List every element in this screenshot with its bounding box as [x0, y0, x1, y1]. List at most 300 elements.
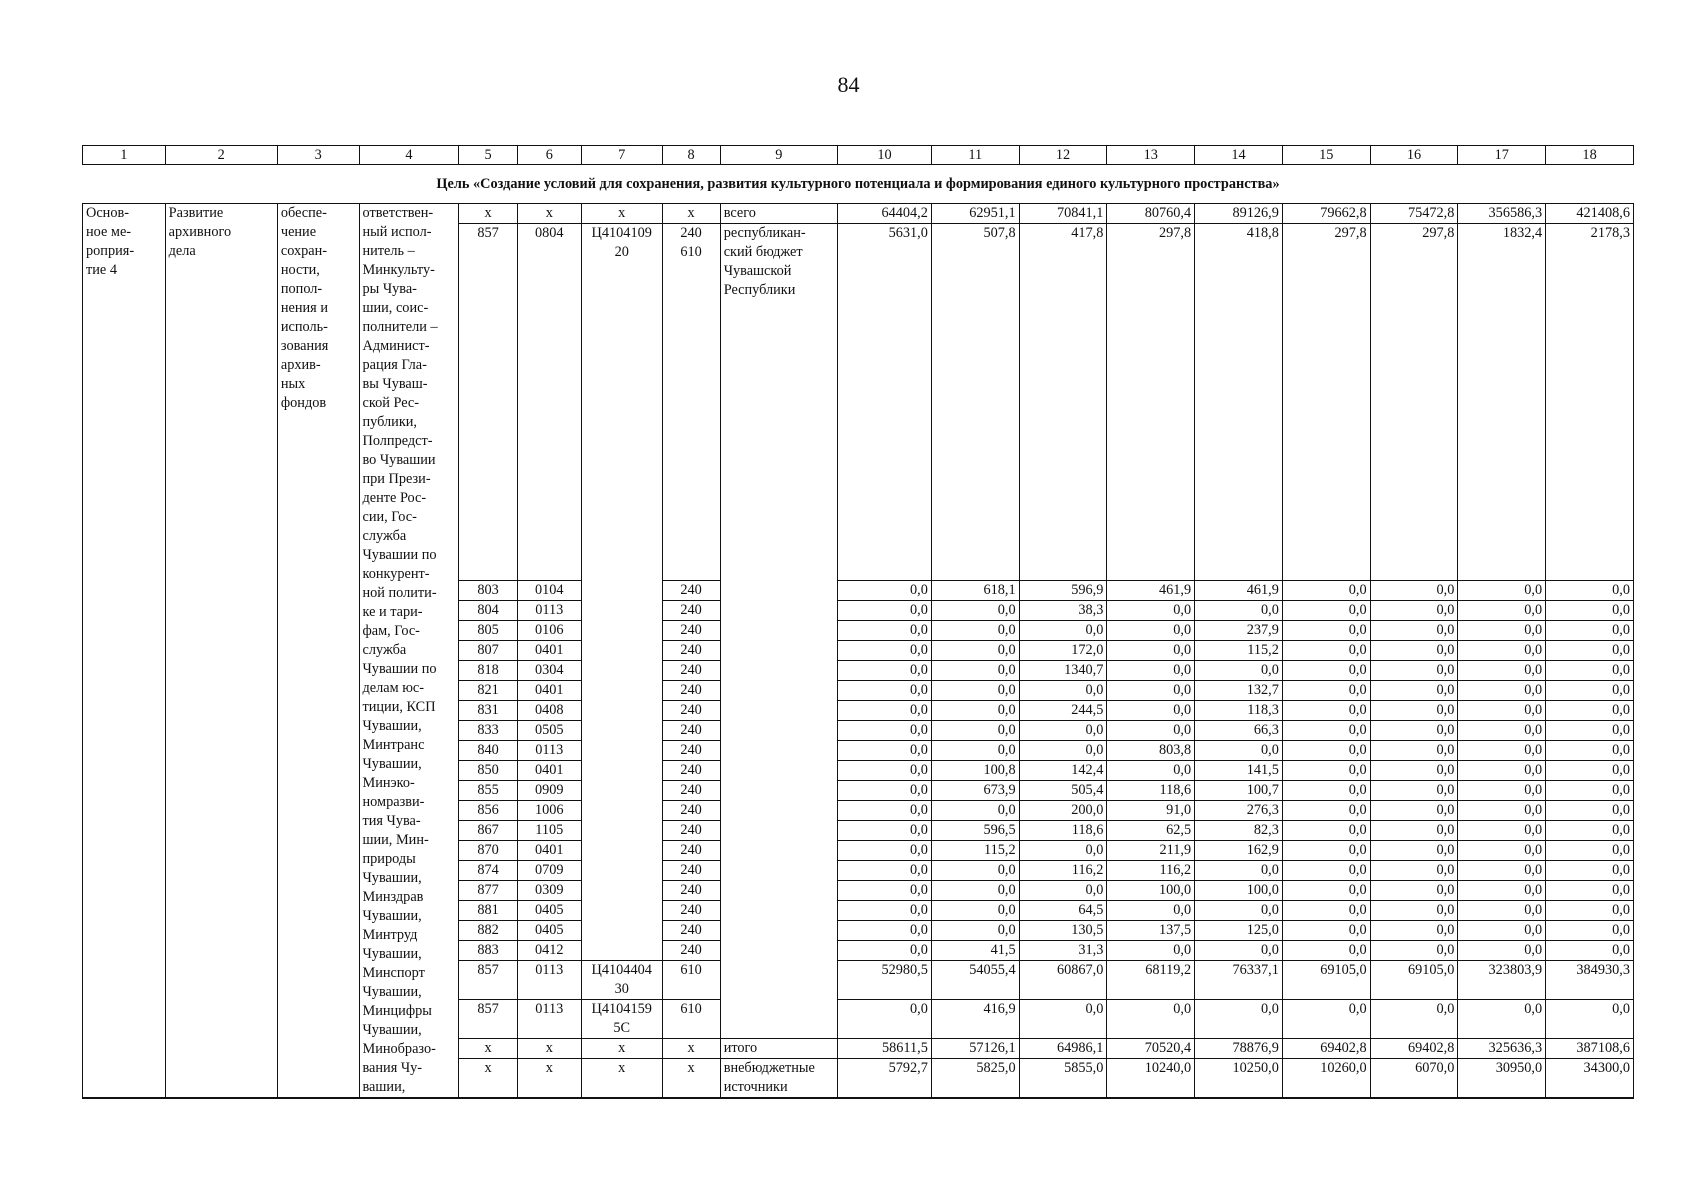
- amount-col-17: 0,0: [1458, 601, 1546, 621]
- amount-col-14: 115,2: [1195, 641, 1283, 661]
- amount-col-12: 505,4: [1019, 781, 1107, 801]
- expense-type-code: 240: [662, 681, 720, 701]
- amount-col-15: 0,0: [1282, 721, 1370, 741]
- section-code: 0401: [517, 681, 581, 701]
- amount-col-11: 0,0: [931, 801, 1019, 821]
- amount-col-17: 0,0: [1458, 801, 1546, 821]
- amount-col-12: 64,5: [1019, 901, 1107, 921]
- section-code: x: [517, 204, 581, 224]
- column-number: 8: [662, 146, 720, 165]
- amount-col-16: 0,0: [1370, 1000, 1458, 1039]
- activity-type: Основ- ное ме- роприя- тие 4: [83, 204, 166, 1099]
- amount-col-13: 10240,0: [1107, 1059, 1195, 1099]
- column-number: 9: [720, 146, 837, 165]
- amount-col-16: 0,0: [1370, 761, 1458, 781]
- column-number: 18: [1546, 146, 1634, 165]
- expense-type-code: 240: [662, 741, 720, 761]
- amount-col-15: 0,0: [1282, 1000, 1370, 1039]
- column-number: 12: [1019, 146, 1107, 165]
- expense-type-code: 610: [662, 1000, 720, 1039]
- expense-type-code: 240: [662, 861, 720, 881]
- amount-col-14: 76337,1: [1195, 961, 1283, 1000]
- funding-source: республикан- ский бюджет Чувашской Республики: [720, 224, 837, 1039]
- amount-col-17: 0,0: [1458, 721, 1546, 741]
- amount-col-16: 297,8: [1370, 224, 1458, 581]
- section-code: 0709: [517, 861, 581, 881]
- grbs-code: 821: [459, 681, 517, 701]
- amount-col-16: 0,0: [1370, 821, 1458, 841]
- amount-col-10: 0,0: [838, 741, 932, 761]
- amount-col-10: 0,0: [838, 1000, 932, 1039]
- amount-col-13: 0,0: [1107, 661, 1195, 681]
- amount-col-14: 10250,0: [1195, 1059, 1283, 1099]
- table-row: [83, 204, 1634, 224]
- amount-col-11: 0,0: [931, 921, 1019, 941]
- section-code: 0106: [517, 621, 581, 641]
- amount-col-15: 79662,8: [1282, 204, 1370, 224]
- amount-col-15: 0,0: [1282, 881, 1370, 901]
- grbs-code: 804: [459, 601, 517, 621]
- amount-col-10: 5631,0: [838, 224, 932, 581]
- grbs-code: 840: [459, 741, 517, 761]
- grbs-code: x: [459, 1059, 517, 1099]
- grbs-code: 831: [459, 701, 517, 721]
- activity-name: Развитие архивного дела: [165, 204, 277, 1099]
- amount-col-15: 0,0: [1282, 901, 1370, 921]
- amount-col-17: 0,0: [1458, 761, 1546, 781]
- amount-col-12: 200,0: [1019, 801, 1107, 821]
- amount-col-12: 172,0: [1019, 641, 1107, 661]
- amount-col-18: 0,0: [1546, 821, 1634, 841]
- amount-col-15: 0,0: [1282, 861, 1370, 881]
- amount-col-10: 0,0: [838, 721, 932, 741]
- amount-col-18: 0,0: [1546, 861, 1634, 881]
- amount-col-13: 0,0: [1107, 641, 1195, 661]
- amount-col-18: 387108,6: [1546, 1039, 1634, 1059]
- expense-type-code: 240: [662, 621, 720, 641]
- amount-col-10: 52980,5: [838, 961, 932, 1000]
- amount-col-15: 0,0: [1282, 741, 1370, 761]
- expense-type-code: 240: [662, 661, 720, 681]
- section-code: 0113: [517, 961, 581, 1000]
- expense-type-code: 240: [662, 781, 720, 801]
- amount-col-15: 0,0: [1282, 921, 1370, 941]
- column-number: 13: [1107, 146, 1195, 165]
- grbs-code: 857: [459, 1000, 517, 1039]
- amount-col-17: 0,0: [1458, 641, 1546, 661]
- amount-col-17: 0,0: [1458, 781, 1546, 801]
- amount-col-17: 0,0: [1458, 621, 1546, 641]
- amount-col-10: 0,0: [838, 921, 932, 941]
- grbs-code: 882: [459, 921, 517, 941]
- amount-col-15: 0,0: [1282, 761, 1370, 781]
- amount-col-15: 0,0: [1282, 781, 1370, 801]
- expense-type-code: 240 610: [662, 224, 720, 581]
- amount-col-17: 356586,3: [1458, 204, 1546, 224]
- amount-col-16: 75472,8: [1370, 204, 1458, 224]
- column-number: 10: [838, 146, 932, 165]
- amount-col-11: 0,0: [931, 621, 1019, 641]
- grbs-code: 877: [459, 881, 517, 901]
- amount-col-11: 507,8: [931, 224, 1019, 581]
- grbs-code: 881: [459, 901, 517, 921]
- amount-col-10: 0,0: [838, 781, 932, 801]
- amount-col-18: 0,0: [1546, 601, 1634, 621]
- amount-col-12: 0,0: [1019, 841, 1107, 861]
- amount-col-18: 0,0: [1546, 721, 1634, 741]
- amount-col-15: 0,0: [1282, 621, 1370, 641]
- amount-col-17: 0,0: [1458, 901, 1546, 921]
- amount-col-13: 80760,4: [1107, 204, 1195, 224]
- amount-col-14: 0,0: [1195, 741, 1283, 761]
- grbs-code: 857: [459, 961, 517, 1000]
- amount-col-18: 34300,0: [1546, 1059, 1634, 1099]
- funding-source: итого: [720, 1039, 837, 1059]
- amount-col-15: 0,0: [1282, 601, 1370, 621]
- grbs-code: 883: [459, 941, 517, 961]
- amount-col-10: 0,0: [838, 761, 932, 781]
- amount-col-11: 0,0: [931, 741, 1019, 761]
- amount-col-14: 237,9: [1195, 621, 1283, 641]
- expense-type-code: 240: [662, 761, 720, 781]
- amount-col-13: 137,5: [1107, 921, 1195, 941]
- amount-col-16: 0,0: [1370, 601, 1458, 621]
- amount-col-14: 0,0: [1195, 941, 1283, 961]
- amount-col-11: 0,0: [931, 861, 1019, 881]
- amount-col-12: 38,3: [1019, 601, 1107, 621]
- expense-type-code: 240: [662, 601, 720, 621]
- amount-col-12: 31,3: [1019, 941, 1107, 961]
- amount-col-14: 78876,9: [1195, 1039, 1283, 1059]
- amount-col-11: 57126,1: [931, 1039, 1019, 1059]
- amount-col-15: 0,0: [1282, 641, 1370, 661]
- funding-source: внебюджетные источники: [720, 1059, 837, 1099]
- expense-type-code: 240: [662, 721, 720, 741]
- expense-type-code: x: [662, 1039, 720, 1059]
- amount-col-10: 0,0: [838, 821, 932, 841]
- grbs-code: x: [459, 204, 517, 224]
- amount-col-13: 297,8: [1107, 224, 1195, 581]
- amount-col-11: 115,2: [931, 841, 1019, 861]
- amount-col-11: 416,9: [931, 1000, 1019, 1039]
- section-code: 0408: [517, 701, 581, 721]
- amount-col-11: 5825,0: [931, 1059, 1019, 1099]
- amount-col-18: 421408,6: [1546, 204, 1634, 224]
- column-number: 17: [1458, 146, 1546, 165]
- amount-col-17: 0,0: [1458, 661, 1546, 681]
- amount-col-10: 0,0: [838, 681, 932, 701]
- amount-col-13: 116,2: [1107, 861, 1195, 881]
- amount-col-11: 62951,1: [931, 204, 1019, 224]
- amount-col-13: 0,0: [1107, 1000, 1195, 1039]
- amount-col-14: 141,5: [1195, 761, 1283, 781]
- grbs-code: 857: [459, 224, 517, 581]
- section-code: 0505: [517, 721, 581, 741]
- amount-col-13: 68119,2: [1107, 961, 1195, 1000]
- amount-col-17: 30950,0: [1458, 1059, 1546, 1099]
- amount-col-17: 0,0: [1458, 681, 1546, 701]
- budget-table: [82, 145, 1634, 1099]
- amount-col-11: 0,0: [931, 661, 1019, 681]
- amount-col-12: 596,9: [1019, 581, 1107, 601]
- amount-col-16: 0,0: [1370, 641, 1458, 661]
- grbs-code: 855: [459, 781, 517, 801]
- expense-type-code: 240: [662, 901, 720, 921]
- grbs-code: 805: [459, 621, 517, 641]
- amount-col-10: 0,0: [838, 941, 932, 961]
- amount-col-16: 0,0: [1370, 741, 1458, 761]
- target-article-code: Ц4104159 5С: [581, 1000, 662, 1039]
- amount-col-18: 0,0: [1546, 781, 1634, 801]
- amount-col-10: 0,0: [838, 801, 932, 821]
- amount-col-13: 0,0: [1107, 621, 1195, 641]
- amount-col-12: 0,0: [1019, 621, 1107, 641]
- amount-col-11: 54055,4: [931, 961, 1019, 1000]
- amount-col-13: 62,5: [1107, 821, 1195, 841]
- amount-col-14: 0,0: [1195, 901, 1283, 921]
- amount-col-14: 0,0: [1195, 601, 1283, 621]
- grbs-code: 833: [459, 721, 517, 741]
- amount-col-17: 0,0: [1458, 1000, 1546, 1039]
- column-number: 5: [459, 146, 517, 165]
- amount-col-13: 0,0: [1107, 941, 1195, 961]
- amount-col-16: 0,0: [1370, 721, 1458, 741]
- section-code: x: [517, 1059, 581, 1099]
- target-article-code: x: [581, 204, 662, 224]
- amount-col-16: 69105,0: [1370, 961, 1458, 1000]
- column-number-row: [83, 146, 1634, 165]
- amount-col-15: 297,8: [1282, 224, 1370, 581]
- amount-col-10: 0,0: [838, 641, 932, 661]
- amount-col-15: 0,0: [1282, 841, 1370, 861]
- section-code: 0405: [517, 901, 581, 921]
- amount-col-10: 0,0: [838, 861, 932, 881]
- amount-col-16: 0,0: [1370, 901, 1458, 921]
- amount-col-12: 0,0: [1019, 1000, 1107, 1039]
- amount-col-17: 0,0: [1458, 741, 1546, 761]
- amount-col-12: 116,2: [1019, 861, 1107, 881]
- grbs-code: 803: [459, 581, 517, 601]
- amount-col-16: 0,0: [1370, 681, 1458, 701]
- amount-col-13: 0,0: [1107, 601, 1195, 621]
- amount-col-13: 100,0: [1107, 881, 1195, 901]
- grbs-code: 807: [459, 641, 517, 661]
- amount-col-12: 417,8: [1019, 224, 1107, 581]
- grbs-code: 818: [459, 661, 517, 681]
- amount-col-14: 82,3: [1195, 821, 1283, 841]
- amount-col-17: 323803,9: [1458, 961, 1546, 1000]
- amount-col-10: 64404,2: [838, 204, 932, 224]
- amount-col-13: 0,0: [1107, 701, 1195, 721]
- amount-col-18: 0,0: [1546, 621, 1634, 641]
- amount-col-11: 596,5: [931, 821, 1019, 841]
- amount-col-11: 0,0: [931, 881, 1019, 901]
- amount-col-12: 60867,0: [1019, 961, 1107, 1000]
- amount-col-18: 0,0: [1546, 641, 1634, 661]
- amount-col-16: 6070,0: [1370, 1059, 1458, 1099]
- amount-col-12: 0,0: [1019, 681, 1107, 701]
- column-number: 15: [1282, 146, 1370, 165]
- amount-col-14: 0,0: [1195, 1000, 1283, 1039]
- amount-col-13: 461,9: [1107, 581, 1195, 601]
- amount-col-11: 41,5: [931, 941, 1019, 961]
- amount-col-11: 100,8: [931, 761, 1019, 781]
- section-code: x: [517, 1039, 581, 1059]
- amount-col-14: 66,3: [1195, 721, 1283, 741]
- amount-col-16: 0,0: [1370, 881, 1458, 901]
- amount-col-18: 2178,3: [1546, 224, 1634, 581]
- amount-col-17: 0,0: [1458, 881, 1546, 901]
- amount-col-16: 0,0: [1370, 701, 1458, 721]
- amount-col-15: 0,0: [1282, 681, 1370, 701]
- amount-col-17: 0,0: [1458, 581, 1546, 601]
- amount-col-15: 0,0: [1282, 941, 1370, 961]
- section-code: 0304: [517, 661, 581, 681]
- amount-col-10: 0,0: [838, 841, 932, 861]
- expense-type-code: 610: [662, 961, 720, 1000]
- amount-col-10: 0,0: [838, 601, 932, 621]
- amount-col-18: 0,0: [1546, 741, 1634, 761]
- goal-row: [83, 165, 1634, 204]
- amount-col-14: 100,0: [1195, 881, 1283, 901]
- amount-col-11: 0,0: [931, 701, 1019, 721]
- amount-col-14: 162,9: [1195, 841, 1283, 861]
- amount-col-16: 0,0: [1370, 581, 1458, 601]
- amount-col-17: 0,0: [1458, 841, 1546, 861]
- amount-col-14: 118,3: [1195, 701, 1283, 721]
- amount-col-11: 0,0: [931, 641, 1019, 661]
- amount-col-11: 0,0: [931, 721, 1019, 741]
- section-code: 0113: [517, 601, 581, 621]
- amount-col-14: 132,7: [1195, 681, 1283, 701]
- amount-col-11: 0,0: [931, 901, 1019, 921]
- amount-col-12: 142,4: [1019, 761, 1107, 781]
- amount-col-16: 0,0: [1370, 941, 1458, 961]
- amount-col-15: 0,0: [1282, 801, 1370, 821]
- grbs-code: 867: [459, 821, 517, 841]
- expense-type-code: x: [662, 1059, 720, 1099]
- amount-col-14: 418,8: [1195, 224, 1283, 581]
- amount-col-13: 91,0: [1107, 801, 1195, 821]
- amount-col-18: 0,0: [1546, 881, 1634, 901]
- grbs-code: 850: [459, 761, 517, 781]
- amount-col-12: 0,0: [1019, 741, 1107, 761]
- target-article-code: Ц4104109 20: [581, 224, 662, 961]
- amount-col-13: 211,9: [1107, 841, 1195, 861]
- amount-col-11: 0,0: [931, 601, 1019, 621]
- amount-col-11: 673,9: [931, 781, 1019, 801]
- amount-col-15: 0,0: [1282, 661, 1370, 681]
- amount-col-16: 0,0: [1370, 621, 1458, 641]
- column-number: 1: [83, 146, 166, 165]
- amount-col-10: 58611,5: [838, 1039, 932, 1059]
- amount-col-12: 130,5: [1019, 921, 1107, 941]
- amount-col-15: 0,0: [1282, 581, 1370, 601]
- amount-col-15: 10260,0: [1282, 1059, 1370, 1099]
- amount-col-18: 0,0: [1546, 941, 1634, 961]
- amount-col-15: 69402,8: [1282, 1039, 1370, 1059]
- amount-col-11: 0,0: [931, 681, 1019, 701]
- amount-col-12: 5855,0: [1019, 1059, 1107, 1099]
- amount-col-16: 0,0: [1370, 921, 1458, 941]
- expense-type-code: 240: [662, 581, 720, 601]
- amount-col-10: 0,0: [838, 701, 932, 721]
- amount-col-18: 0,0: [1546, 581, 1634, 601]
- section-code: 0909: [517, 781, 581, 801]
- section-code: 0401: [517, 761, 581, 781]
- amount-col-18: 0,0: [1546, 761, 1634, 781]
- amount-col-15: 0,0: [1282, 701, 1370, 721]
- amount-col-14: 89126,9: [1195, 204, 1283, 224]
- expense-type-code: 240: [662, 641, 720, 661]
- section-code: 0104: [517, 581, 581, 601]
- column-number: 4: [359, 146, 459, 165]
- amount-col-18: 0,0: [1546, 801, 1634, 821]
- expense-type-code: 240: [662, 841, 720, 861]
- amount-col-17: 0,0: [1458, 941, 1546, 961]
- amount-col-18: 0,0: [1546, 661, 1634, 681]
- page-number: 84: [837, 72, 860, 97]
- amount-col-10: 0,0: [838, 621, 932, 641]
- responsible-executors: ответствен- ный испол- нитель – Минкульту- ры Чува- шии, соис- полнители – Админист- рация Гла- вы Чуваш- ской Рес- публики, Полпредст- во Чувашии при Прези- денте Рос- сии, Гос- служба Чувашии по конкурент- ной полити- ке и тари- фам, Гос- служба Чувашии по делам юс- тиции, КСП Чувашии, Минтранс Чувашии, Минэко- номразви- тия Чува- шии, Мин- природы Чувашии, Минздрав Чувашии, Минтруд Чувашии, Минспорт Чувашии, Минцифры Чувашии, Минобразо- вания Чу- вашии,: [359, 204, 459, 1099]
- column-number: 7: [581, 146, 662, 165]
- column-number: 11: [931, 146, 1019, 165]
- expense-type-code: 240: [662, 881, 720, 901]
- target-article-code: Ц4104404 30: [581, 961, 662, 1000]
- section-code: 0309: [517, 881, 581, 901]
- amount-col-14: 461,9: [1195, 581, 1283, 601]
- amount-col-10: 0,0: [838, 581, 932, 601]
- amount-col-17: 0,0: [1458, 701, 1546, 721]
- amount-col-18: 384930,3: [1546, 961, 1634, 1000]
- amount-col-14: 276,3: [1195, 801, 1283, 821]
- expense-type-code: 240: [662, 701, 720, 721]
- expense-type-code: 240: [662, 821, 720, 841]
- section-code: 0401: [517, 841, 581, 861]
- amount-col-12: 1340,7: [1019, 661, 1107, 681]
- section-code: 1105: [517, 821, 581, 841]
- amount-col-16: 0,0: [1370, 781, 1458, 801]
- amount-col-12: 118,6: [1019, 821, 1107, 841]
- section-code: 0401: [517, 641, 581, 661]
- amount-col-14: 125,0: [1195, 921, 1283, 941]
- section-code: 0405: [517, 921, 581, 941]
- amount-col-13: 0,0: [1107, 681, 1195, 701]
- amount-col-17: 1832,4: [1458, 224, 1546, 581]
- amount-col-16: 0,0: [1370, 661, 1458, 681]
- column-number: 16: [1370, 146, 1458, 165]
- grbs-code: 870: [459, 841, 517, 861]
- amount-col-18: 0,0: [1546, 681, 1634, 701]
- section-code: 1006: [517, 801, 581, 821]
- column-number: 2: [165, 146, 277, 165]
- amount-col-18: 0,0: [1546, 1000, 1634, 1039]
- section-code: 0113: [517, 741, 581, 761]
- amount-col-10: 0,0: [838, 901, 932, 921]
- amount-col-16: 0,0: [1370, 841, 1458, 861]
- amount-col-17: 0,0: [1458, 921, 1546, 941]
- expense-type-code: 240: [662, 941, 720, 961]
- funding-source: всего: [720, 204, 837, 224]
- amount-col-11: 618,1: [931, 581, 1019, 601]
- amount-col-15: 69105,0: [1282, 961, 1370, 1000]
- target-article-code: x: [581, 1039, 662, 1059]
- activity-goal: обеспе- чение сохран- ности, попол- нения и исполь- зования архив- ных фондов: [277, 204, 359, 1099]
- grbs-code: 856: [459, 801, 517, 821]
- amount-col-13: 0,0: [1107, 901, 1195, 921]
- amount-col-13: 118,6: [1107, 781, 1195, 801]
- section-code: 0804: [517, 224, 581, 581]
